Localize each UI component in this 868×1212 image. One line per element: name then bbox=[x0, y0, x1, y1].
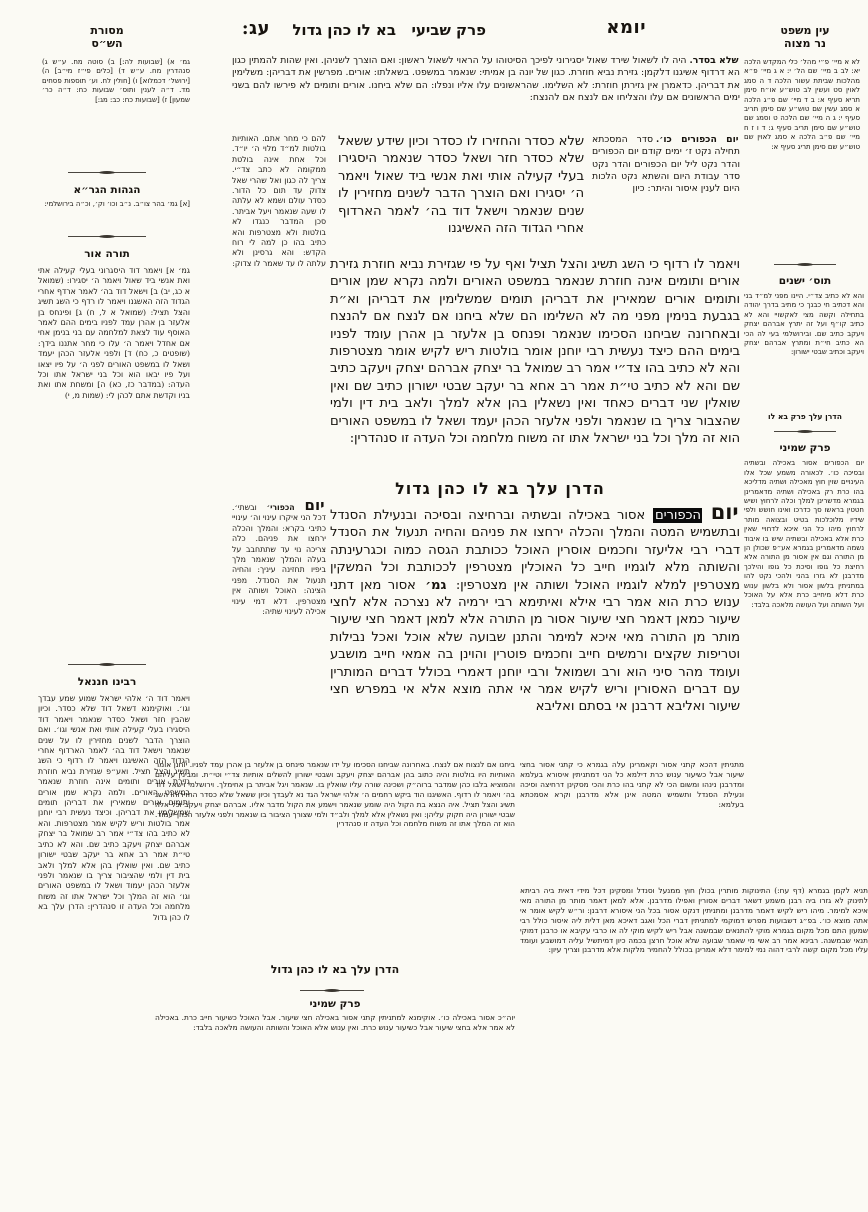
hadran-banner: הדרן עלך בא לו כהן גדול bbox=[395, 479, 605, 498]
page-masechet-name: יומא bbox=[606, 17, 646, 38]
bottom-right-commentary: מתניתין דהכא קתני אסור וקאמרינן עלה בגמרא כי קתני אסור בחצי שיעור אבל כשיעור ענוש כרת דילמא כל הני דמתניתין איסורא בעלמא ומדרבנן נינהו ומשום הכי לא קתני בהו כרת והכי מסקינן דרחיצה וסיכה ונעילת הסנדל ותשמיש המטה אינן אלא מדרבנן וקרא אסמכתא בעלמא: bbox=[520, 760, 744, 809]
rashi-headword-hakipurim: הכפורי׳ bbox=[266, 503, 295, 512]
section-divider bbox=[774, 429, 836, 434]
masoret-hashas-notes: גמ׳ א) [שבועות לה:] ב) סוטה מח. ע״ש ג) סנהדרין מח. ע״ש ד) [כלים פי״ז מי״ב] ה) [ירושל׳ דכמלוא] ו) [חולין לח. וע׳ תוספות פסחים מד. ד״ה לענין ותוס׳ שבועות כח: ד״ה כר׳ שמעון] ז) [שבועות כח: כב: מג:] bbox=[42, 58, 190, 104]
section-divider bbox=[68, 170, 146, 175]
section-divider bbox=[68, 234, 146, 239]
rashi-commentary-left-upper: להם כי מחר אתם. האותיות בולטות למ״ד מלוי ה׳ יו״ד. וכל אחת אינה בולטת ממקומה לא כתב צד״י. צריך לה כגון ואל שהרי שאל צדוק עד תום כל הדור. כסדר עולם ושמא לא עלתה לו שעה שנאמר ויעל אביתר. סכן המדבר כנגדו לא בולטות ולא מצטרפות והא כתיב בהו כן למה לי רוח הקדש: והא גרסינן ולא עלתה לו עד שאמר לו צדוק: bbox=[232, 134, 326, 268]
right-margin-column bbox=[744, 24, 866, 867]
page-perek-label: פרק שביעי bbox=[411, 21, 486, 39]
hagahot-hagra-title: הגהות הגר״א bbox=[73, 184, 141, 196]
hadran-side-label: הדרן עלך פרק בא לו bbox=[768, 412, 842, 421]
page-daf-number: עג: bbox=[241, 18, 270, 39]
torah-or-title: תורה אור bbox=[84, 248, 130, 260]
page-chapter-name: בא לו כהן גדול bbox=[292, 21, 396, 39]
gemara-marker: גמ׳ bbox=[425, 577, 447, 593]
perek-shemini-bottom-title: פרק שמיני bbox=[309, 998, 361, 1010]
section-divider bbox=[68, 662, 146, 667]
rashi-commentary-top: שלא בסדר.היה לו לשאול שירד שאול יסגירוני לפיכך הסיטוהו על הראוי לשאול ראשון: ואם הוצרך לשניהן. ואין שהות להמתין כגון הא דרדוף אשיגנו דלקמן: גזירת נביא חוזרת. כגון של יונה בן אמיתי: שנאמר במשפט. בשאלתו: אורים. מפרשין את דבריהן: משלימין את דבריהן. כדאמרן אין גזירתן חוזרת: לא השלימו. שהראשונים עלו אליו ונפלו: הם שלא ביחנו. אורים ותומים לא פירשו להם בשני ימים הראשונים אם עלו והצליחו אם לנצח אם להנצח: bbox=[232, 55, 740, 103]
section-divider bbox=[774, 262, 836, 267]
masoret-hashas-title: מסורת הש״ס bbox=[90, 24, 124, 50]
bottom-right-commentary-2: תניא לקמן בגמרא (דף עח:) התינוקות מותרין בכולן חוץ ממנעל וסנדל ומסקינן דכל מידי דאית ביה רביתא לתינוק לא גזרו ביה רבנן משמע דשאר דברים אסורין ואפילו מדרבנן. אלא למאן דאמר מותר מן התורה מאי איכא למימר. מיהו ריש לקיש דאמר מדרבנן ומתניתין דנקט אסור בכל הני איסורא דרבנן: ור״ש לקיש אומר אי אתה מוצא כו׳. בפ״ג דשבועות מפרש דמוקמי למתניתין דברי הכל ואגב דאיכא מאן דלית ליה איסור כולל רבי שמעון התם מכל מקום בגמרא מוקי להתנאים שבמשנה אבל ריש לקיש מוקי לה או כרבי עקיבא או כרבנן דמוקי תנאי שבמשנה. רבינא אמר רב אשי מי שאמר שבועה שלא אוכל חרצן בכמה כיון דמיתשיל עליה דמושבע ועומד עליו מכל מקום קשה לרבי דהוה נמי למימר דלא אמרינן בכולל להחמיר מלקות אלא מדרבנן וצריך עיון: bbox=[520, 886, 868, 955]
bottom-left-commentary: ביחנו אם לנצוח אם לנצח. באחרונה שביחנו הסכימו על ידו שנאמר פינחס בן אלעזר בן אהרן עמד לפניו. יוחנן אומר האותיות היו בולטות והיה כתוב בהן אברהם יצחק ויעקב ושבטי ישורון להשלים אותיות צד״י וטי״ת. ומבינין עליהם והמוציא בלבו כהן שמדבר ברוה״ק ושכינה שורה עליו שואלין בו. שנאמר ויגל אביתר בן אחימלך. וירושלמי וישאל דוד בה׳ ויאמר לו רדוף. האשיגנו הוד ביקש רחמים ה׳ אלהי ישראל הגד נא לעבדך וכיון ששאל שלא כסדר החזירוהו השג תשיג והצל תציל. איה הנצא בת הקול היה שומע שנאמר וישמע את הקול מדבר אליו. אברהם יצחק ויעקב וכל אלה שבטי ישורון היה חקוק עליהן: ואין נשאלין אלא למלך ולב״ד ולמי שצורך הציבור בו שנאמר ולפני אלעזר הכהן יעמוד. הוא זה המלך אתו זה משוח מלחמה וכל העדה זו סנהדרין bbox=[155, 760, 515, 829]
mishnah-and-gemara-block bbox=[330, 503, 740, 755]
gemara-text-main: ויאמר לו רדוף כי השג תשיג והצל תציל ואף על פי שגזירת נביא חוזרת גזירת אורים ותומים אינה חוזרת שנאמר במשפט האורים ולמה נקרא שמן אורים ותומים אורים שמאירין את דבריהן תומים שמשלימין את דבריהן וא״ת בגבעת בנימין מפני מה לא השלימו הם שלא ביחנו אם לנצח אם להנצח ובאחרונה שביחנו הסכימו שנאמר ופנחס בן אלעזר בן אהרן עומד לפניו בימים ההם כיצד נעשית רבי יוחנן אומר בולטות ריש לקיש אומר מצטרפות והא לא כתיב בהו צד״י אמר רב שמואל בר יצחק אברהם יצחק ויעקב כתיב שם והא לא כתיב טי״ת אמר רב אחא בר יעקב שבטי ישורון כתיב שם ואין שואלין שני דברים כאחד ואין נשאלין בהן אלא למלך ולאב בית דין ולמי שהצבור צריך בו שנאמר ולפני אלעזר הכהן יעמד ושאל לו במשפט האורים הוא זה מלך וכל בני ישראל אתו זה משוח מלחמה וכל העדה זו סנהדרין: bbox=[330, 257, 740, 447]
search-highlight: הכפורים bbox=[654, 508, 701, 523]
ein-mishpat-notes: לא א מיי׳ פ״י מהל׳ כלי המקדש הלכה יא: לב ב מיי׳ שם הל׳ י: א ג מיי׳ פ״א מהלכות שביתת עשור הלכה ד ה סמג לאוין סט ועשין לב טוש״ע או״ח סימן תריא סעיף א: ב ד מיי׳ שם פ״ג הלכה א סמג עשין שם טוש״ע שם סימן תריב סעיף י: ג ה מיי׳ שם הלכה ט וסמג שם טוש״ע שם סימן תריב סעיף ג: ד ו ז ח מיי׳ שם פ״ב הלכה א סמג לאוין שם טוש״ע שם סימן תריג סעיף א: bbox=[744, 58, 860, 151]
ein-mishpat-title: עין משפט נר מצוה bbox=[780, 24, 830, 50]
gemara-text-lower: אסור מאן דתני ענוש כרת הוא אמר רבי אילא ואיתימא רבי ירמיה לא נצרכה אלא לחצי שיעור כמאן דאמר חצי שיעור אסור מן התורה אלא למאן דאמר חצי שיעור מותר מן התורה מאי איכא למימר והתנן שבועה שלא אוכל ואכל נבילות וטריפות שקצים ורמשים חייב וחכמים פוטרין והוינן בה אמאי חייב מושבע ועומד מהר סיני הוא ורב ושמואל ורבי יוחנן דאמרי בכולל דברים המותרין עם דברים האסורין וריש לקיש אמר אי אתה מוצא אלא אי במפרש חצי שיעור ואליבא דרבנן אי בסתם ואליבא bbox=[330, 577, 740, 715]
mishnah-opening-word: יום bbox=[710, 503, 739, 524]
gemara-text-upper: שלא כסדר והחזירו לו כסדר וכיון שידע ששאל שלא כסדר חזר ושאל כסדר שנאמר היסגירו בעלי קעילה אותי ואת אנשי ביד שאול ויאמר ה׳ יסגירו ואם הוצרך הדבר לשנים מחזירין לו שנים שנאמר וישאל דוד בה׳ לאמר הארדוף אחרי הגדוד הזה האשיגנו bbox=[338, 134, 584, 237]
hadran-bottom-label: הדרן עלך בא לו כהן גדול bbox=[270, 963, 400, 976]
perek-shemini-side-text: יום הכפורים אסור באכילה ובשתיה ובסיכה כו׳. לכאורה משמע שכל אלו העינויים שוין חוץ מאכילה ושתיה מדליכא בהו כרת רק באכילה ושתיה מדאמרינן בגמרא מדשרינן למלך וכלה לרחוץ ושיש חטטין בראשו סך כדרכו ואינו חושש ולפי שידיו מלוכלכות בטיט ובצואה מותר לרחוץ מיהו כל הני איכא לדחויי שאין כרת אלא באכילה ובשתיה שיש בו איבוד נשמה מדאמרינן בגמרא אע״פ שכולן הן מן התורה וגם אין אסור מן התורה אלא רחיצת כל גופו וסיכת כל גופו והילכך מדרבנן לא גזרו בהני ולהכי נקט להו במתניתין בלשון אסור ולא בלשון ענוש כרת דלא מיחייב כרת אלא על האוכל ועל השותה ועל העושה מלאכה בלבד: bbox=[744, 459, 864, 609]
rashi-commentary-left-lower: יום הכפורי׳ ובשתי׳. דכל הני איקרו עינוי וה׳ עינויי כתיבי בקרא: והמלך והכלה ירחצו את פניהם. כלה צריכה נוי עד שתתחבב על בעלה והמלך שנאמר מלך ביפיו תחזינה עיניך: והחיה תנעול את הסנדל. מפני הצינה: האוכל ושותה אין מצטרפין. דלא דמי עינוי אכילה לעינוי שתיה: bbox=[232, 500, 326, 754]
perek-shemini-side-title: פרק שמיני bbox=[779, 442, 831, 455]
section-divider bbox=[300, 988, 364, 993]
tosafot-yeshanim-title: תוס׳ ישנים bbox=[778, 275, 832, 287]
rashi-commentary-right: יום הכפורים כו׳.סדר המסכתא תחילה נקט ז׳ ימים קודם יום הכפורים והדר נקט ליל יום הכפורים והדר נקט סדר עבודת היום והשתא נקט הלכות היום לענין איסור והיתר: כיון bbox=[592, 134, 740, 195]
rashi-headword-yom: יום bbox=[304, 500, 325, 514]
torah-or-text: גמ׳ א] ויאמר דוד היסגרוני בעלי קעילה אתי ואת אנשי ביד שאול ויאמר ה׳ יסגירו: (שמואל א כג, יב) ב] וישאל דוד בה׳ לאמר ארדף אחרי הגדוד הזה האשגנו ויאמר לו רדף כי השג תשיג והצל תציל: (שמואל א ל, ח) ג] ופינחס בן אלעזר בן אהרן עמד לפניו בימים ההם לאמר האוסף עוד לצאת למלחמה עם בני בנימן אחי אם אחדל ויאמר ה׳ עלו כי מחר אתננו בידך: (שופטים כ, כח) ד] ולפני אלעזר הכהן יעמד ושאל לו במשפט האורים לפני ה׳ על פיו יצאו ועל פיו יבאו הוא וכל בני ישראל אתו וכל העדה: (במדבר כז, כא) ה] ומשחת אתו ואת בניו וקדשת אתם לכהן לי: (שמות מ, י) bbox=[38, 266, 190, 400]
hagahot-hagra-text: [א] גמ׳ בהר צו״ב. נ״ב וכו׳ וק׳, וכ״ה בירושלמי: bbox=[44, 200, 190, 208]
mishnah-text: אסור באכילה ובשתיה וברחיצה ובסיכה ובנעילת הסנדל ובתשמיש המטה והמלך והכלה ירחצו את פניהם והחיה תנעול את הסנדל דברי רבי אליעזר וחכמים אוסרין האוכל ככותבת הגסה כמוה וכגרעינתה והשותה מלא לוגמיו חייב כל האוכלין מצטרפין לככותבת וכל המשקין מצטרפין למלא לוגמיו האוכל ושותה אין מצטרפין: bbox=[330, 508, 740, 593]
tosafot-yeshanim-text: והא לא כתיב צד״י. היינו מפני למ״ד בני והא דכתיב חי כבנך כי מתיב בדרך יהודה בתחילה וקשה מצי לאקשויי והא לא כתיב קו״ף ועל זה יתרץ אברהם יצחק ויעקב כתיב שם. ובירושלמי בעי לה הכי הא כתיב חי״ת ומתרץ אברהם יצחק ויעקב וכתיב שבטי ישורון: bbox=[744, 292, 864, 357]
rabbenu-chananel-title: רבינו חננאל bbox=[77, 676, 137, 688]
bottom-left-commentary-2: יוה״כ אסור באכילה כו׳. אוקימנא למתניתין קתני אסור באכילה חצי שיעור. אבל האוכל כשיעור חייב כרת. באכילה לא אמר אלא בחצי שיעור אבל כשיעור ענוש כרת. ואין ענוש אלא האוכל והשותה והעושה מלאכה בלבד: bbox=[155, 1013, 515, 1032]
rabbenu-chananel-text: ויאמר דוד ה׳ אלהי ישראל שמוע שמע עבדך וגו׳. ואוקימנא דשאל דוד שלא כסדר. וכיון שהבין חזר ושאל כסדר שנאמר ויאמר דוד היסגירו בעלי קעילה אותי ואת אנשי וגו׳. ואם הוצרך הדבר לשנים מחזירין לו על שנים שנאמר וישאל דוד בה׳ לאמר הארדוף אחרי הגדוד הזה האשיגנו ויאמר לו רדוף כי השג תשיג והצל תציל. ואע״פ שגזירת נביא חוזרת גזירת אורים ותומים אינה חוזרת שנאמר במשפט האורים. ולמה נקרא שמן אורים ותומים אורים שמאירין את דבריהן תומים שמשלימין את דבריהן. וכיצד נעשית רבי יוחנן אמר בולטות וריש לקיש אמר מצטרפות. והא לא כתיב בהו צד״י אמר רב שמואל בר יצחק אברהם יצחק ויעקב כתיב שם. והא לא כתיב טי״ת אמר רב אחא בר יעקב שבטי ישורון כתיב שם. ואין שואלין בהן אלא למלך ולאב בית דין ולמי שהציבור צריך בו שנאמר ולפני אלעזר הכהן יעמוד ושאל לו במשפט האורים וגו׳ הוא זה המלך וכל ישראל אתו זה משוח מלחמה וכל העדה זו סנהדרין: הדרן עלך בא לו כהן גדול bbox=[38, 694, 190, 922]
